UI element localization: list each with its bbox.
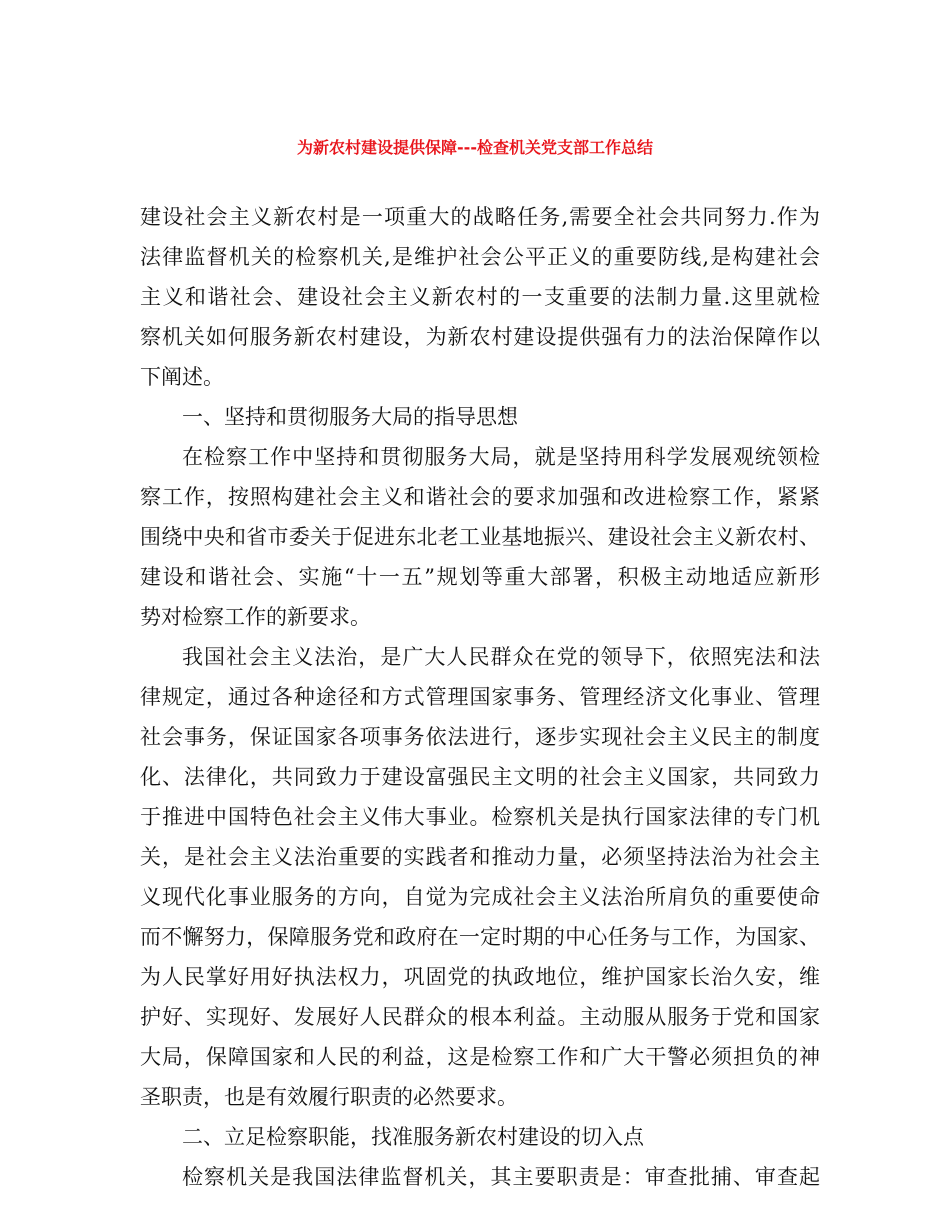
paragraph-line: 化、法律化，共同致力于建设富强民主文明的社会主义国家，共同致力: [140, 765, 820, 789]
paragraph-first-line: 二、立足检察职能，找准服务新农村建设的切入点: [182, 1125, 644, 1149]
paragraph-first-line: 一、坚持和贯彻服务大局的指导思想: [182, 405, 518, 429]
paragraph-first-line: 检察机关是我国法律监督机关，其主要职责是：审查批捕、审查起: [182, 1165, 820, 1189]
paragraph-line: 社会事务，保证国家各项事务依法进行，逐步实现社会主义民主的制度: [140, 725, 820, 749]
paragraph-line: 建设和谐社会、实施“十一五”规划等重大部署，积极主动地适应新形: [140, 565, 820, 589]
paragraph-line: 法律监督机关的检察机关,是维护社会公平正义的重要防线,是构建社会: [140, 245, 820, 269]
paragraph-line: 主义和谐社会、建设社会主义新农村的一支重要的法制力量.这里就检: [140, 285, 820, 309]
paragraph-line: 围绕中央和省市委关于促进东北老工业基地振兴、建设社会主义新农村、: [140, 525, 820, 549]
paragraph-line: 为人民掌好用好执法权力，巩固党的执政地位，维护国家长治久安，维: [140, 965, 820, 989]
paragraph-line: 圣职责，也是有效履行职责的必然要求。: [140, 1085, 518, 1109]
paragraph-line: 律规定，通过各种途径和方式管理国家事务、管理经济文化事业、管理: [140, 685, 820, 709]
paragraph-line: 于推进中国特色社会主义伟大事业。检察机关是执行国家法律的专门机: [140, 805, 820, 829]
paragraph-first-line: 在检察工作中坚持和贯彻服务大局，就是坚持用科学发展观统领检: [182, 445, 820, 469]
document-body: [140, 197, 820, 1197]
paragraph-line: 关，是社会主义法治重要的实践者和推动力量，必须坚持法治为社会主: [140, 845, 820, 869]
paragraph-line: 察机关如何服务新农村建设，为新农村建设提供强有力的法治保障作以: [140, 325, 820, 349]
paragraph-line: 势对检察工作的新要求。: [140, 605, 371, 629]
paragraph-line: 义现代化事业服务的方向，自觉为完成社会主义法治所肩负的重要使命: [140, 885, 820, 909]
paragraph-line: 下阐述。: [140, 365, 224, 389]
paragraph-line: 察工作，按照构建社会主义和谐社会的要求加强和改进检察工作，紧紧: [140, 485, 820, 509]
paragraph-line: 大局，保障国家和人民的利益，这是检察工作和广大干警必须担负的神: [140, 1045, 820, 1069]
paragraph-line: 护好、实现好、发展好人民群众的根本利益。主动服从服务于党和国家: [140, 1005, 820, 1029]
paragraph-line: 建设社会主义新农村是一项重大的战略任务,需要全社会共同努力.作为: [140, 205, 820, 229]
paragraph-first-line: 我国社会主义法治，是广大人民群众在党的领导下，依照宪法和法: [182, 645, 820, 669]
paragraph-line: 而不懈努力，保障服务党和政府在一定时期的中心任务与工作，为国家、: [140, 925, 820, 949]
document-title: 为新农村建设提供保障---检查机关党支部工作总结: [297, 138, 653, 157]
